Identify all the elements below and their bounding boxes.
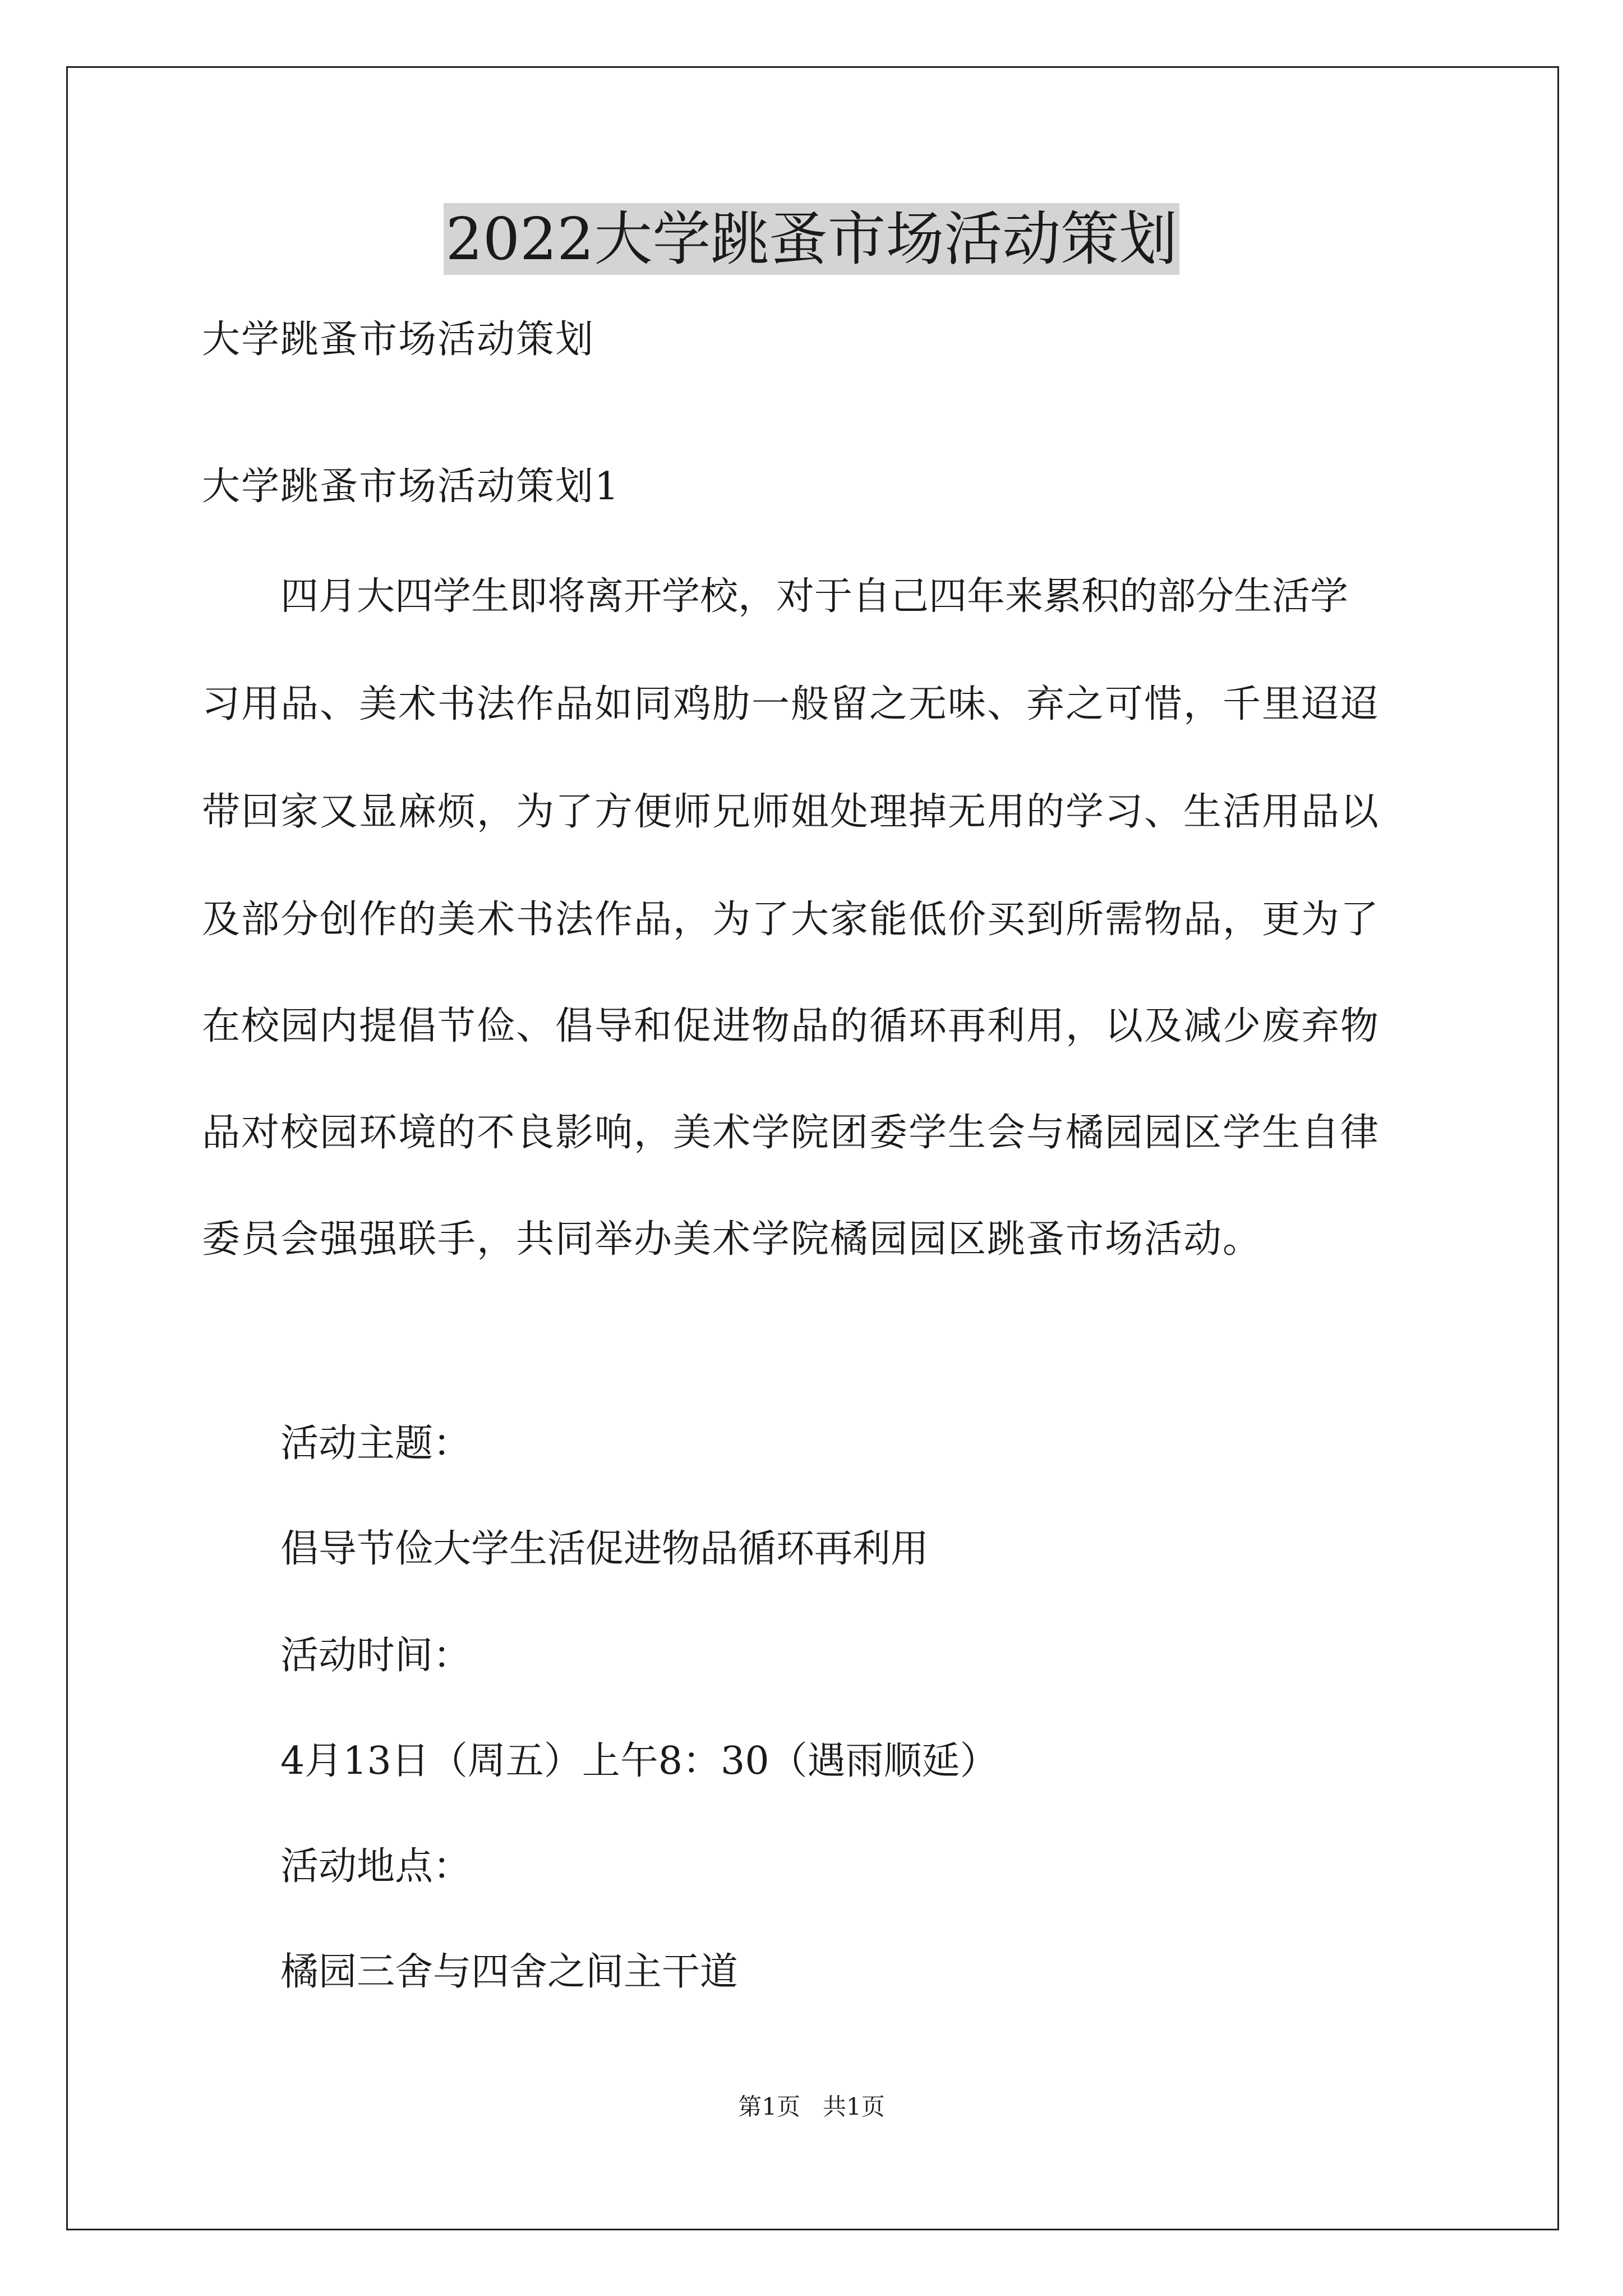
place-label: 活动地点： [280,1844,472,1889]
document-title: 2022大学跳蚤市场活动策划 [444,203,1180,275]
time-label: 活动时间： [280,1634,472,1678]
section-heading: 大学跳蚤市场活动策划1 [202,464,620,509]
intro-line-6: 品对校园环境的不良影响，美术学院团委学生会与橘园园区学生自律 [202,1111,1380,1155]
time-value: 4月13日（周五）上午8：30（遇雨顺延） [280,1739,998,1783]
title-container [0,203,1623,275]
document-subtitle: 大学跳蚤市场活动策划 [202,318,595,362]
intro-line-1: 四月大四学生即将离开学校，对于自己四年来累积的部分生活学 [280,574,1349,619]
page-footer: 第1页 共1页 [738,2093,885,2120]
intro-line-5: 在校园内提倡节俭、倡导和促进物品的循环再利用，以及减少废弃物 [202,1004,1380,1048]
theme-label: 活动主题： [280,1421,472,1466]
intro-line-3: 带回家又显麻烦，为了方便师兄师姐处理掉无用的学习、生活用品以 [202,790,1380,834]
intro-line-7: 委员会强强联手，共同举办美术学院橘园园区跳蚤市场活动。 [202,1217,1262,1262]
place-value: 橘园三舍与四舍之间主干道 [280,1950,739,1994]
intro-line-4: 及部分创作的美术书法作品，为了大家能低价买到所需物品，更为了 [202,898,1380,942]
theme-value: 倡导节俭大学生活促进物品循环再利用 [280,1527,929,1571]
intro-line-2: 习用品、美术书法作品如同鸡肋一般留之无味、弃之可惜，千里迢迢 [202,682,1380,726]
